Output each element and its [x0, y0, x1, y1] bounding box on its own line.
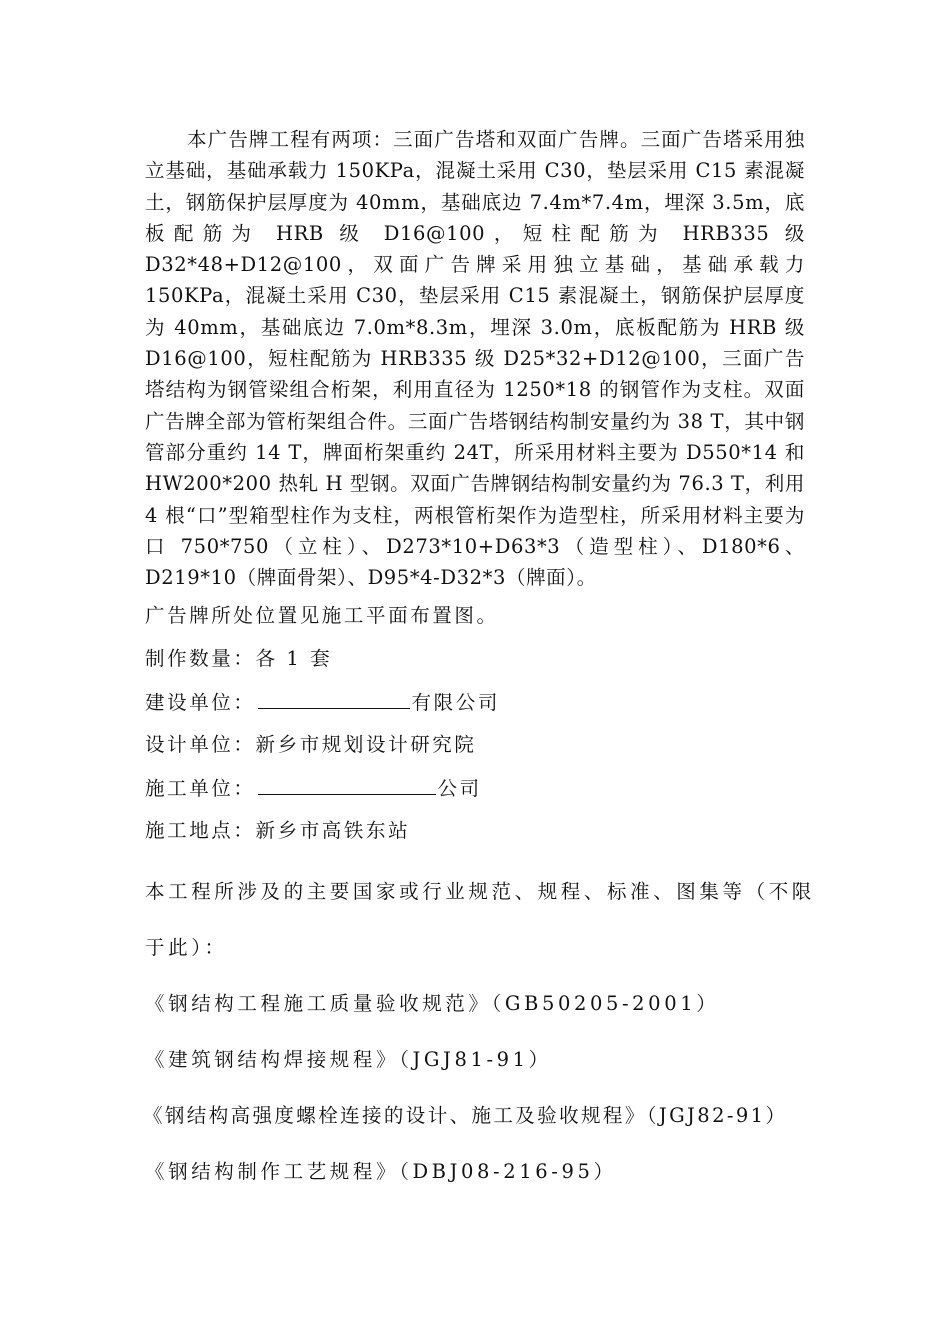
designer-line: 设计单位：新乡市规划设计研究院 — [145, 733, 477, 756]
contractor-line — [145, 774, 482, 803]
standard-item: 《建筑钢结构焊接规程》（JGJ81-91） — [145, 1048, 552, 1071]
standards-intro-line2: 于此）： — [145, 936, 228, 959]
client-suffix: 有限公司 — [411, 691, 500, 714]
contractor-blank — [258, 774, 436, 795]
site-line: 施工地点：新乡市高铁东站 — [145, 819, 411, 842]
client-blank — [258, 688, 410, 709]
location-note: 广告牌所处位置见施工平面布置图。 — [145, 604, 499, 627]
contractor-suffix: 公司 — [437, 777, 482, 800]
intro-paragraph: 本广告牌工程有两项：三面广告塔和双面广告牌。三面广告塔采用独立基础，基础承载力 150KPa，混凝土采用 C30，垫层采用 C15 素混凝土，钢筋保护层厚度为 40mm，基础底边 7.4m*7.4m，埋深 3.5m，底板配筋为 HRB 级 D16@100，短柱配筋为 HRB335 级 D32*48+D12@100，双面广告牌采用独立基础，基础承载力 150KPa，混凝土采用 C30，垫层采用 C15 素混凝土，钢筋保护层厚度为 40mm，基础底边 7.0m*8.3m，埋深 3.0m，底板配筋为 HRB 级 D16@100，短柱配筋为 HRB335 级 D25*32+D12@100，三面广告塔结构为钢管梁组合桁架，利用直径为 1250*18 的钢管作为支柱。双面广告牌全部为管桁架组合件。三面广告塔钢结构制安量约为 38 T，其中钢管部分重约 14 T，牌面桁架重约 24T，所采用材料主要为 D550*14 和 HW200*200 热轧 H 型钢。双面广告牌钢结构制安量约为 76.3 T，利用 4 根“口”型箱型柱作为支柱，两根管桁架作为造型柱，所采用材料主要为口 750*750（立柱）、D273*10+D63*3（造型柱）、D180*6、D219*10（牌面骨架）、D95*4-D32*3（牌面）。 — [145, 128, 805, 590]
standard-item: 《钢结构制作工艺规程》（DBJ08-216-95） — [145, 1160, 617, 1183]
standard-item: 《钢结构工程施工质量验收规范》（GB50205-2001） — [145, 992, 720, 1015]
standards-intro-line1: 本工程所涉及的主要国家或行业规范、规程、标准、图集等（不限 — [145, 880, 815, 903]
client-line — [145, 688, 500, 717]
contractor-label: 施工单位： — [145, 777, 256, 800]
client-label: 建设单位： — [145, 691, 256, 714]
quantity-line: 制作数量：各 1 套 — [145, 647, 333, 670]
standard-item: 《钢结构高强度螺栓连接的设计、施工及验收规程》（JGJ82-91） — [143, 1104, 788, 1127]
